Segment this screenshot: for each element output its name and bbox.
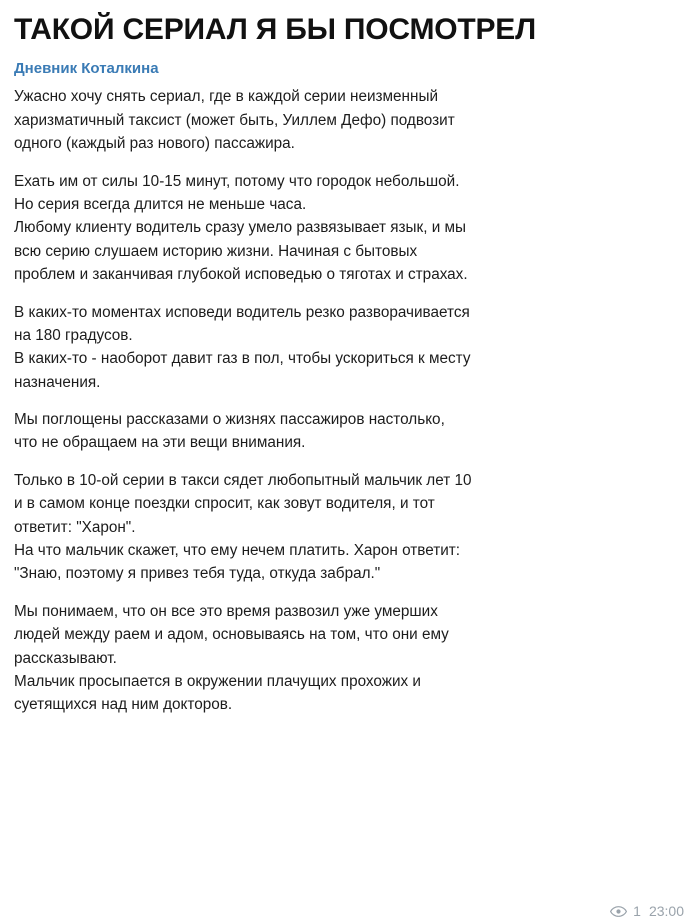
text-line: На что мальчик скажет, что ему нечем платить. Харон ответит:	[14, 542, 461, 560]
text-line: людей между раем и адом, основываясь на том, что они ему	[14, 626, 449, 644]
text-line: что не обращаем на эти вещи внимания.	[14, 434, 306, 452]
text-line: Мальчик просыпается в окружении плачущих прохожих и	[14, 672, 421, 690]
text-line: Любому клиенту водитель сразу умело развязывает язык, и мы	[14, 219, 466, 237]
paragraph	[14, 85, 686, 155]
text-line: В каких-то моментах исповеди водитель резко разворачивается	[14, 303, 470, 321]
paragraph	[14, 301, 686, 395]
paragraph	[14, 469, 686, 586]
text-line: и в самом конце поездки спросит, как зовут водителя, и тот	[14, 495, 435, 513]
views-count: 1	[633, 903, 641, 919]
text-line: одного (каждый раз нового) пассажира.	[14, 135, 295, 153]
post-meta	[610, 903, 684, 919]
paragraph	[14, 600, 686, 717]
text-line: харизматичный таксист (может быть, Уиллем Дефо) подвозит	[14, 111, 455, 129]
text-line: Мы поглощены рассказами о жизнях пассажиров настолько,	[14, 411, 445, 429]
text-line: назначения.	[14, 373, 101, 391]
text-line: "Знаю, поэтому я привез тебя туда, откуда забрал."	[14, 565, 381, 583]
paragraph	[14, 408, 686, 455]
timestamp: 23:00	[648, 903, 684, 919]
text-line: рассказывают.	[14, 649, 117, 667]
text-line: Мы понимаем, что он все это время развозил уже умерших	[14, 602, 438, 620]
text-line: Но серия всегда длится не меньше часа.	[14, 195, 307, 213]
text-line: Только в 10-ой серии в такси сядет любопытный мальчик лет 10	[14, 471, 472, 489]
text-line: проблем и заканчивая глубокой исповедью о тяготах и страхах.	[14, 266, 468, 284]
text-line: Ехать им от силы 10-15 минут, потому что городок небольшой.	[14, 172, 460, 190]
eye-icon	[610, 906, 627, 917]
text-line: всю серию слушаем историю жизни. Начиная с бытовых	[14, 242, 418, 260]
text-line: ответит: "Харон".	[14, 518, 136, 536]
text-line: суетящихся над ним докторов.	[14, 696, 233, 714]
text-line: на 180 градусов.	[14, 326, 133, 344]
text-line: Ужасно хочу снять сериал, где в каждой серии неизменный	[14, 88, 438, 106]
paragraph	[14, 170, 686, 287]
text-line: В каких-то - наоборот давит газ в пол, чтобы ускориться к месту	[14, 350, 471, 368]
channel-name-link[interactable]: Дневник Коталкина	[14, 60, 159, 78]
page-title: ТАКОЙ СЕРИАЛ Я БЫ ПОСМОТРЕЛ	[14, 13, 536, 46]
post-body	[14, 85, 686, 716]
